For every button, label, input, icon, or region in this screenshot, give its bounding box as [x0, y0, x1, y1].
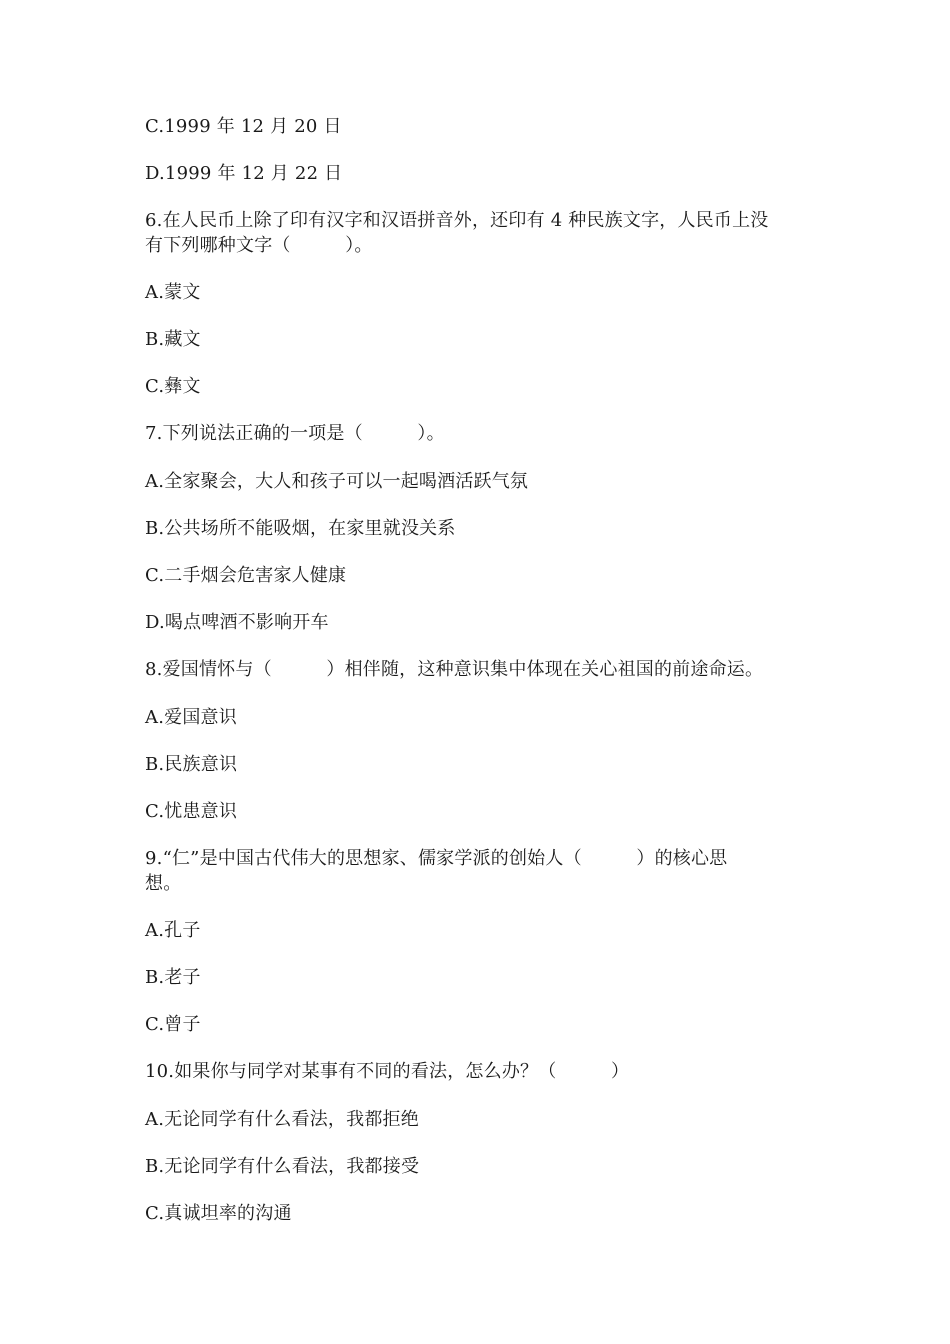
option-q7-c: C.二手烟会危害家人健康 [145, 565, 347, 586]
option-q9-a: A.孔子 [145, 920, 201, 941]
option-q10-c: C.真诚坦率的沟通 [145, 1203, 292, 1224]
question-8: 8.爱国情怀与（ ）相伴随，这种意识集中体现在关心祖国的前途命运。 [145, 659, 764, 680]
option-q9-b: B.老子 [145, 967, 201, 988]
option-q6-c: C.彝文 [145, 376, 201, 397]
question-6-line-2: 有下列哪种文字（ ）。 [145, 235, 373, 256]
option-q10-b: B.无论同学有什么看法，我都接受 [145, 1156, 420, 1177]
option-q10-a: A.无论同学有什么看法，我都拒绝 [145, 1109, 419, 1130]
question-6-line-1: 6.在人民币上除了印有汉字和汉语拼音外，还印有 4 种民族文字，人民币上没 [145, 210, 769, 231]
option-q7-b: B.公共场所不能吸烟，在家里就没关系 [145, 518, 456, 539]
option-q8-b: B.民族意识 [145, 754, 238, 775]
question-9-line-2: 想。 [145, 873, 182, 894]
option-q9-c: C.曾子 [145, 1014, 201, 1035]
option-q8-a: A.爱国意识 [145, 707, 237, 728]
option-q6-b: B.藏文 [145, 329, 201, 350]
option-q8-c: C.忧患意识 [145, 801, 238, 822]
question-7: 7.下列说法正确的一项是（ ）。 [145, 423, 445, 444]
question-10: 10.如果你与同学对某事有不同的看法，怎么办？（ ） [145, 1061, 630, 1082]
option-q7-a: A.全家聚会，大人和孩子可以一起喝酒活跃气氛 [145, 471, 529, 492]
option-q6-a: A.蒙文 [145, 282, 201, 303]
option-q5-c: C.1999 年 12 月 20 日 [145, 116, 342, 137]
option-q7-d: D.喝点啤酒不影响开车 [145, 612, 329, 633]
question-9-line-1: 9.“仁”是中国古代伟大的思想家、儒家学派的创始人（ ）的核心思 [145, 848, 728, 869]
option-q5-d: D.1999 年 12 月 22 日 [145, 163, 343, 184]
